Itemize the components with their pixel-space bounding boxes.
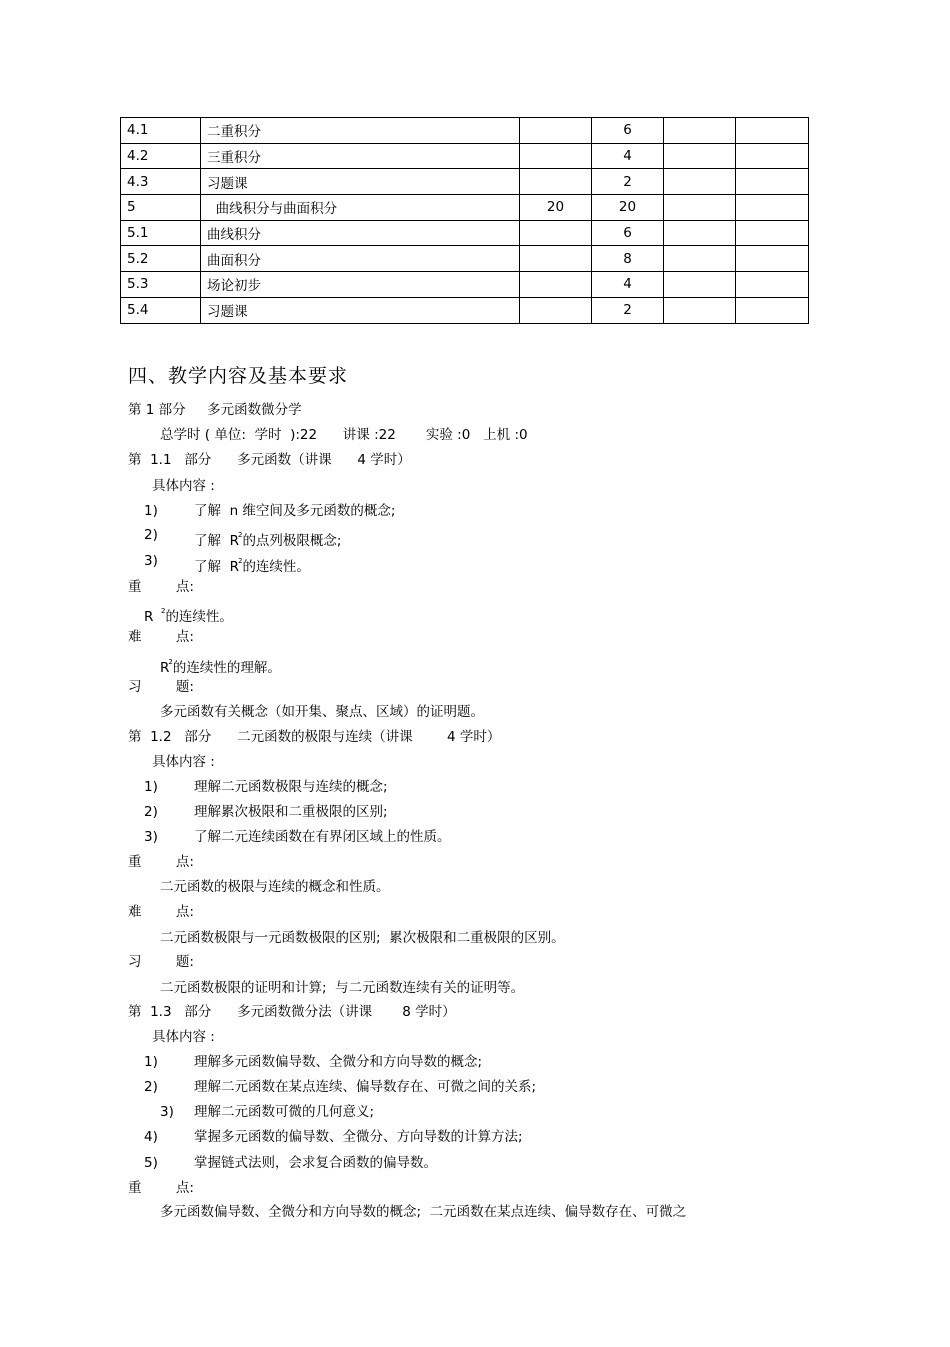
table-row <box>121 272 809 298</box>
section-number: 4.2 <box>121 143 201 169</box>
item-text: 掌握多元函数的偏导数、全微分、方向导数的计算方法; <box>194 1129 523 1145</box>
part-title: 第 1 部分 多元函数微分学 <box>128 402 302 418</box>
item-text: 理解二元函数在某点连续、偏导数存在、可微之间的关系; <box>194 1079 537 1095</box>
lecture-hours-cell: 2 <box>592 169 664 195</box>
section-number: 4.3 <box>121 169 201 195</box>
table-row <box>121 220 809 246</box>
subpart-title: 第 1.1 部分 多元函数（讲课 4 学时） <box>128 452 411 468</box>
item-text: 了解二元连续函数在有界闭区域上的性质。 <box>194 829 451 845</box>
section-title: 场论初步 <box>201 272 520 298</box>
empty-cell <box>736 246 809 272</box>
hours-cell <box>520 143 592 169</box>
lecture-hours-cell: 6 <box>592 220 664 246</box>
content-label: 具体内容 : <box>152 478 215 494</box>
superscript: 2 <box>237 557 243 565</box>
empty-cell <box>736 220 809 246</box>
item-text: 了解 $R^2$的连续性。 <box>194 557 310 575</box>
item-text: 了解 $R^2$的点列极限概念; <box>194 531 342 549</box>
hours-cell <box>520 220 592 246</box>
table-row <box>121 143 809 169</box>
hours-cell: 20 <box>520 195 592 221</box>
key-points-text: 二元函数的极限与连续的概念和性质。 <box>160 879 390 895</box>
section-title: 习题课 <box>201 169 520 195</box>
item-text: 了解 n 维空间及多元函数的概念; <box>194 503 396 519</box>
hours-cell <box>520 169 592 195</box>
item-number: 2) <box>144 527 158 543</box>
lecture-hours-cell: 4 <box>592 272 664 298</box>
section-title: 三重积分 <box>201 143 520 169</box>
section-title: 曲面积分 <box>201 246 520 272</box>
hours-cell <box>520 246 592 272</box>
empty-cell <box>736 143 809 169</box>
item-number: 1) <box>144 779 158 795</box>
item-text: 理解多元函数偏导数、全微分和方向导数的概念; <box>194 1054 483 1070</box>
difficulty-label: 难 点: <box>128 904 194 920</box>
item-number: 3) <box>160 1104 174 1120</box>
empty-cell <box>664 272 736 298</box>
key-points-text: 多元函数偏导数、全微分和方向导数的概念; 二元函数在某点连续、偏导数存在、可微之 <box>160 1204 687 1220</box>
lecture-hours-cell: 6 <box>592 118 664 144</box>
superscript: 2 <box>237 531 243 539</box>
subpart-title: 第 1.3 部分 多元函数微分法（讲课 8 学时） <box>128 1004 456 1020</box>
empty-cell <box>736 118 809 144</box>
empty-cell <box>736 297 809 323</box>
table-row <box>121 195 809 221</box>
table-row <box>121 246 809 272</box>
item-number: 5) <box>144 1155 158 1171</box>
key-points-text: R $^2$的连续性。 <box>144 607 233 625</box>
item-text: 掌握链式法则，会求复合函数的偏导数。 <box>194 1155 437 1171</box>
hours-table <box>120 117 809 324</box>
item-number: 3) <box>144 553 158 569</box>
table-row <box>121 169 809 195</box>
content-label: 具体内容 : <box>152 754 215 770</box>
item-number: 2) <box>144 1079 158 1095</box>
empty-cell <box>664 169 736 195</box>
table-row <box>121 297 809 323</box>
section-title: 曲线积分与曲面积分 <box>201 195 520 221</box>
empty-cell <box>736 169 809 195</box>
empty-cell <box>736 195 809 221</box>
empty-cell <box>664 297 736 323</box>
item-text: 理解二元函数极限与连续的概念; <box>194 779 388 795</box>
item-number: 3) <box>144 829 158 845</box>
difficulty-text: $R^2$的连续性的理解。 <box>160 658 281 676</box>
table-row <box>121 118 809 144</box>
empty-cell <box>664 246 736 272</box>
item-number: 1) <box>144 503 158 519</box>
lecture-hours-cell: 4 <box>592 143 664 169</box>
section-heading: 四、教学内容及基本要求 <box>128 365 349 387</box>
difficulty-text: 二元函数极限与一元函数极限的区别; 累次极限和二重极限的区别。 <box>160 930 565 946</box>
subpart-title: 第 1.2 部分 二元函数的极限与连续（讲课 4 学时） <box>128 729 501 745</box>
key-points-label: 重 点: <box>128 1180 194 1196</box>
item-number: 2) <box>144 804 158 820</box>
key-points-label: 重 点: <box>128 854 194 870</box>
section-number: 5.2 <box>121 246 201 272</box>
difficulty-label: 难 点: <box>128 629 194 645</box>
empty-cell <box>664 195 736 221</box>
total-hours: 总学时 ( 单位: 学时 ):22 讲课 :22 实验 :0 上机 :0 <box>160 427 528 443</box>
content-label: 具体内容 : <box>152 1029 215 1045</box>
empty-cell <box>736 272 809 298</box>
item-number: 1) <box>144 1054 158 1070</box>
hours-cell <box>520 297 592 323</box>
section-number: 5 <box>121 195 201 221</box>
section-number: 5.1 <box>121 220 201 246</box>
superscript: 2 <box>160 607 166 615</box>
section-title: 习题课 <box>201 297 520 323</box>
hours-cell <box>520 272 592 298</box>
empty-cell <box>664 220 736 246</box>
hours-cell <box>520 118 592 144</box>
key-points-label: 重 点: <box>128 579 194 595</box>
section-number: 5.4 <box>121 297 201 323</box>
exercise-label: 习 题: <box>128 679 194 695</box>
exercise-text: 二元函数极限的证明和计算; 与二元函数连续有关的证明等。 <box>160 980 525 996</box>
superscript: 2 <box>168 658 173 666</box>
empty-cell <box>664 143 736 169</box>
item-text: 理解二元函数可微的几何意义; <box>194 1104 375 1120</box>
section-title: 曲线积分 <box>201 220 520 246</box>
lecture-hours-cell: 20 <box>592 195 664 221</box>
item-number: 4) <box>144 1129 158 1145</box>
section-number: 5.3 <box>121 272 201 298</box>
section-number: 4.1 <box>121 118 201 144</box>
empty-cell <box>664 118 736 144</box>
section-title: 二重积分 <box>201 118 520 144</box>
exercise-label: 习 题: <box>128 954 194 970</box>
lecture-hours-cell: 8 <box>592 246 664 272</box>
exercise-text: 多元函数有关概念（如开集、聚点、区域）的证明题。 <box>160 704 484 720</box>
item-text: 理解累次极限和二重极限的区别; <box>194 804 388 820</box>
lecture-hours-cell: 2 <box>592 297 664 323</box>
